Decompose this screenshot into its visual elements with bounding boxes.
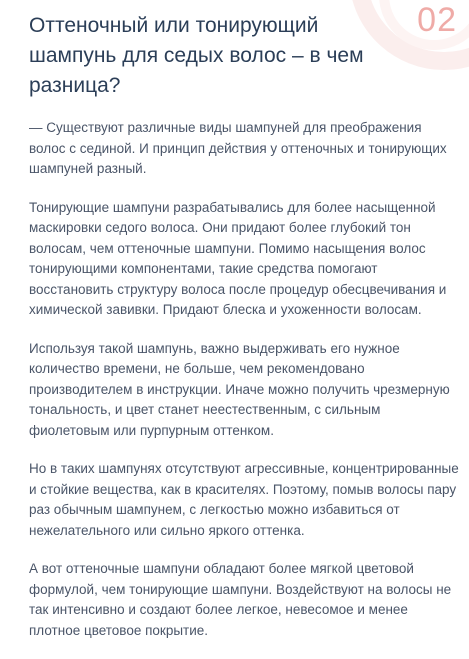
article-title: Оттеночный или тонирующий шампунь для седых волос – в чем разница? [29, 14, 364, 97]
article-paragraph: Тонирующие шампуни разрабатывались для более насыщенной маскировки седого волоса. Они придают более глубокий тон волосам, чем оттеночные шампуни. Помимо насыщения волос тонирующими компонентами, такие средства помогают восстановить структуру волоса после процедур обесцвечивания и химической завивки. Придают блеска и ухоженности волосам. [29, 199, 447, 317]
section-number: 02 [417, 1, 457, 39]
article-paragraph: Но в таких шампунях отсутствуют агрессивные, концентрированные и стойкие вещества, как в красителях. Поэтому, помыв волосы пару раз обычным шампунем, с легкостью можно избавиться от нежелательного или сильно яркого оттенка. [29, 461, 459, 538]
article-paragraph: — Существуют различные виды шампуней для преображения волос с сединой. И принцип действия у оттеночных и тонирующих шампуней разный. [29, 120, 447, 176]
article-paragraph: Используя такой шампунь, важно выдерживать его нужное количество времени, не больше, чем рекомендовано производителем в инструкции. Иначе можно получить чрезмерную тональность, и цвет станет неестественным, с сильным фиолетовым или пурпурным оттенком. [29, 340, 450, 438]
article-body [29, 118, 461, 659]
article-paragraph: А вот оттеночные шампуни обладают более мягкой цветовой формулой, чем тонирующие шампуни. Воздействуют на волосы не так интенсивно и создают более легкое, невесомое и менее плотное цветовое покрытие. [29, 561, 452, 638]
